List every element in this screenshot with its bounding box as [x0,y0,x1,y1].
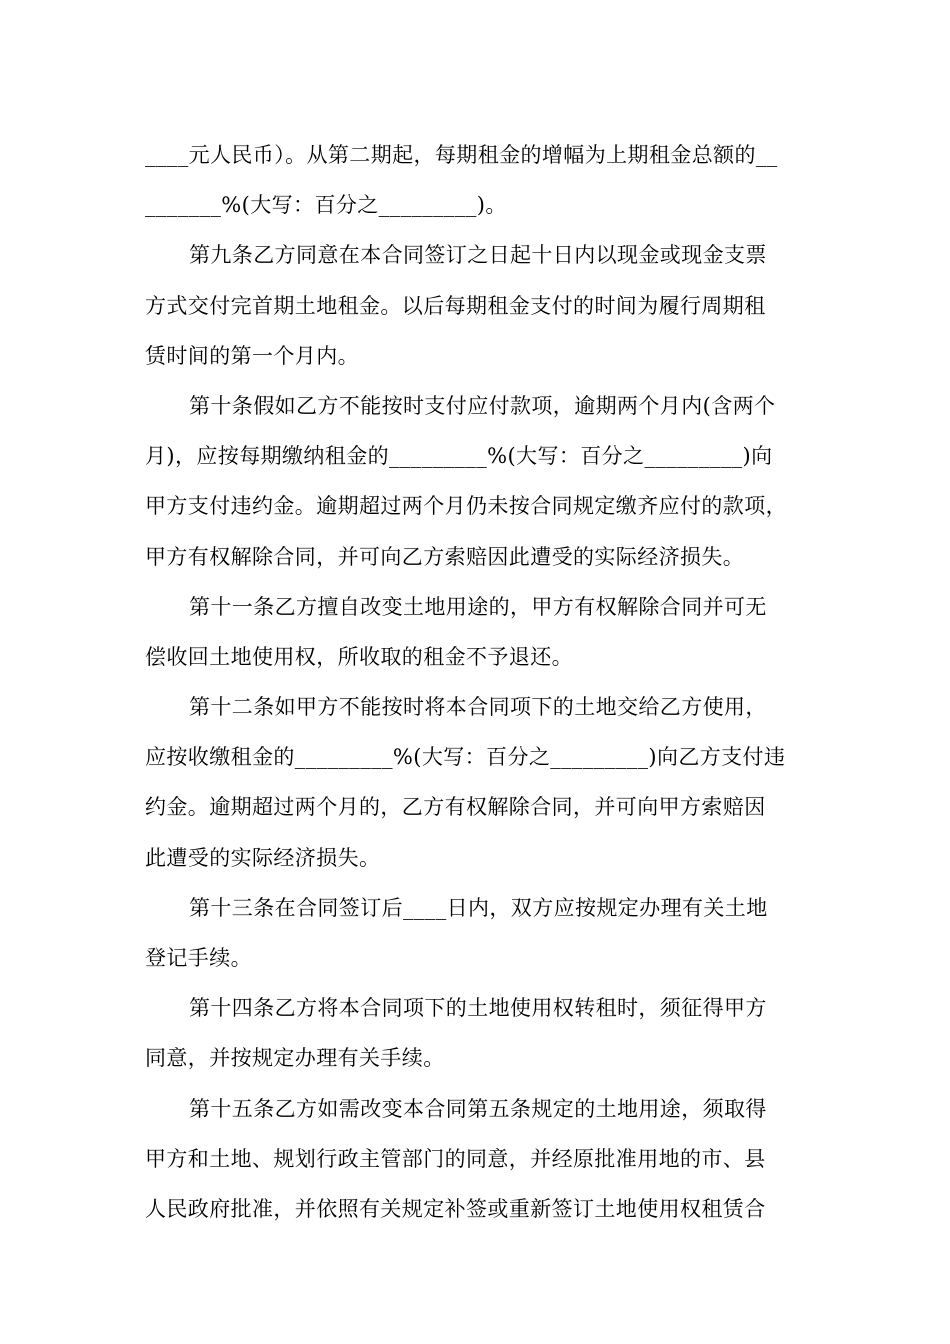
text-line: _______%(大写：百分之_________)。 [145,193,507,218]
text-line: 应按收缴租金的_________%(大写：百分之_________)向乙方支付违 [145,745,786,770]
text-line: 偿收回土地使用权，所收取的租金不予退还。 [145,644,573,669]
text-line: 甲方和土地、规划行政主管部门的同意，并经原批准用地的市、县 [145,1146,766,1171]
text-line: 人民政府批准，并依照有关规定补签或重新签订土地使用权租赁合 [145,1196,766,1221]
article-14-line: 第十四条乙方将本合同项下的土地使用权转租时，须征得甲方 [189,996,767,1021]
text-line: 方式交付完首期土地租金。以后每期租金支付的时间为履行周期租 [145,293,766,318]
article-15-line: 第十五条乙方如需改变本合同第五条规定的土地用途，须取得 [189,1096,767,1121]
article-11-line: 第十一条乙方擅自改变土地用途的，甲方有权解除合同并可无 [189,594,767,619]
text-line: 约金。逾期超过两个月的，乙方有权解除合同，并可向甲方索赔因 [145,795,766,820]
article-12-line: 第十二条如甲方不能按时将本合同项下的土地交给乙方使用， [189,695,767,720]
text-line: 赁时间的第一个月内。 [145,343,359,368]
contract-text [145,130,815,1234]
text-line: ____元人民币）。从第二期起，每期租金的增幅为上期租金总额的__ [145,143,778,167]
article-9-line: 第九条乙方同意在本合同签订之日起十日内以现金或现金支票 [189,243,767,268]
text-line: 甲方有权解除合同，并可向乙方索赔因此遭受的实际经济损失。 [145,544,745,569]
article-10-line: 第十条假如乙方不能按时支付应付款项，逾期两个月内(含两个 [189,393,776,418]
article-13-line: 第十三条在合同签订后____日内，双方应按规定办理有关土地 [189,895,768,920]
text-line: 月)，应按每期缴纳租金的_________%(大写：百分之_________)向 [145,444,773,469]
text-line: 登记手续。 [145,946,252,970]
text-line: 同意，并按规定办理有关手续。 [145,1046,445,1071]
text-line: 此遭受的实际经济损失。 [145,845,381,870]
text-line: 甲方支付违约金。逾期超过两个月仍未按合同规定缴齐应付的款项， [145,494,787,519]
